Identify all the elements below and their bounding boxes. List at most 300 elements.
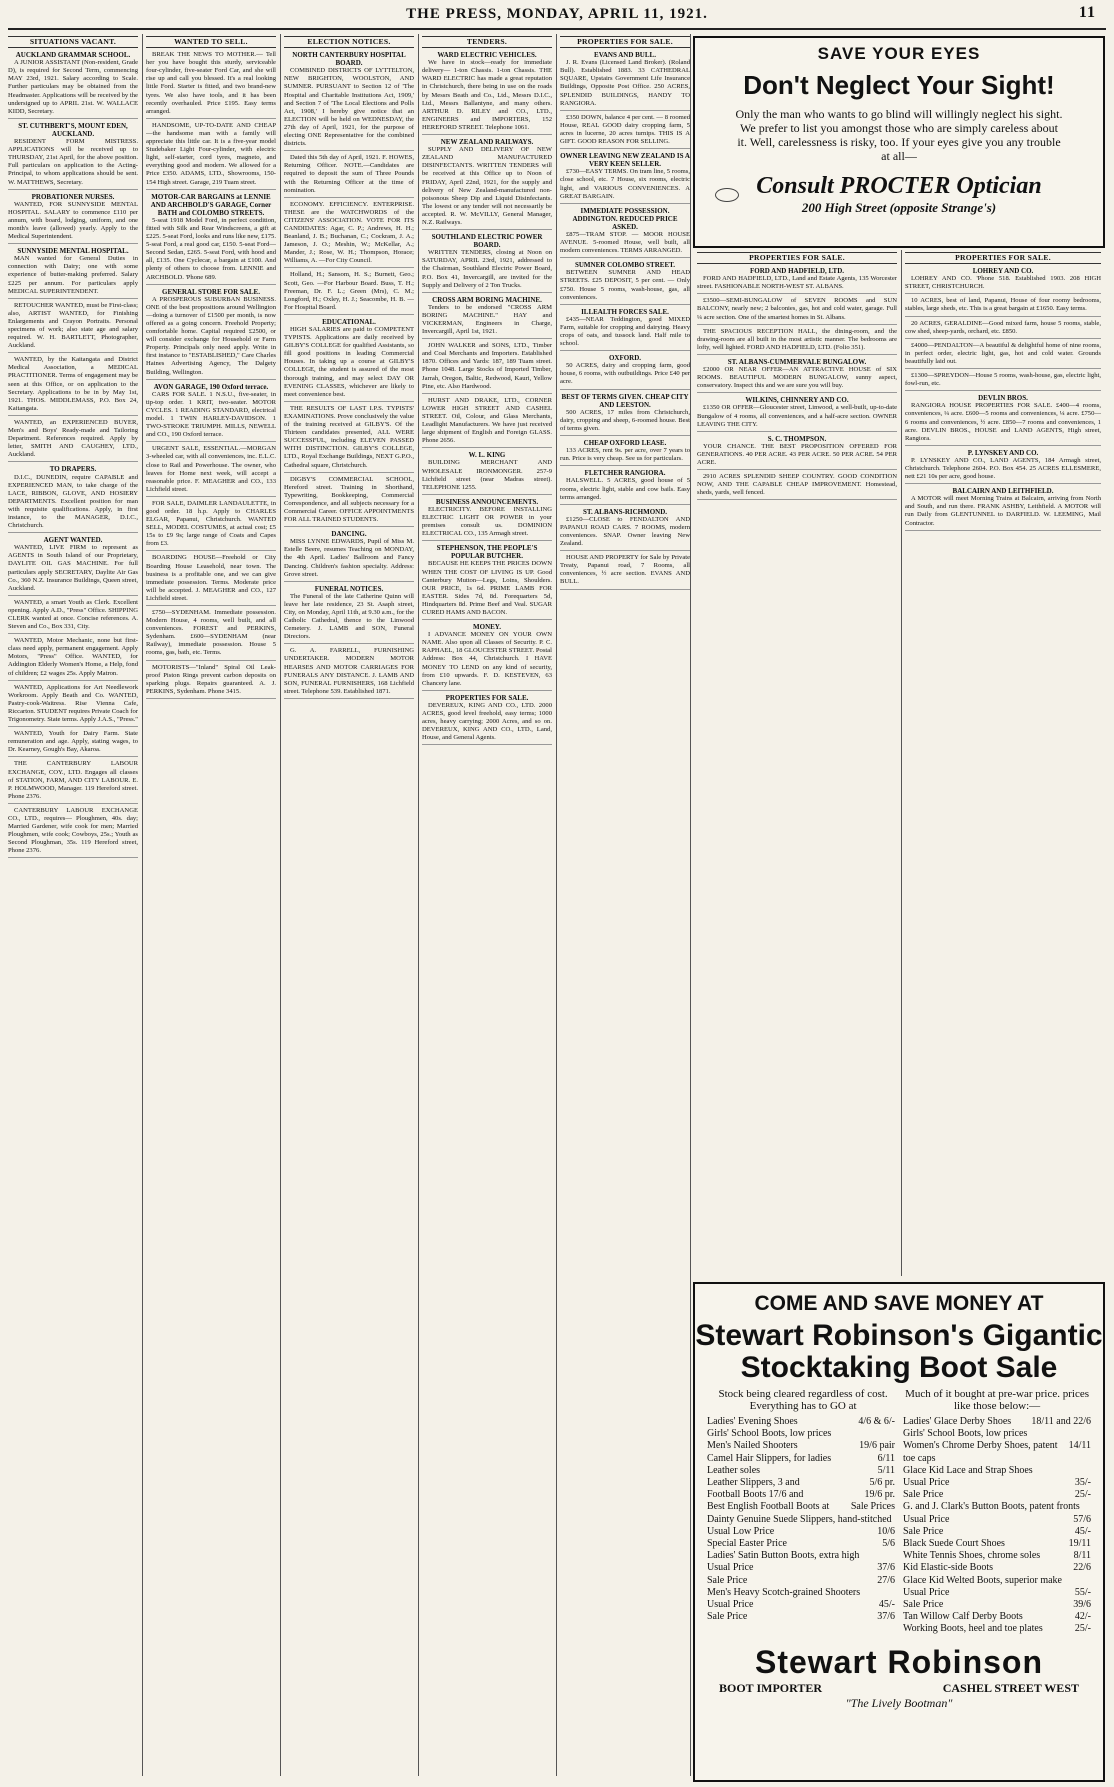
classified-ad [284, 271, 414, 314]
price-item-price: 5/6 [882, 1538, 895, 1550]
ad-body: J. R. Evans (Licensed Land Broker). (Roland Bull). Established 1883. 33 CATHEDRAL SQUARE, Upstairs Government Life Insurance Buildings, Opposite Post Office. 250 ACRES, SPLENDID BUILDINGS, HANDY TO RANGIORA. [560, 59, 690, 107]
ad-body: CARS FOR SALE. 1 N.S.U., five-seater, in tip-top order. 1 KRIT, two-seater. MOTOR CYCLES. 1 READING STANDARD, electrical model. 1 TWIN HARLEY-DAVIDSON. 1 TWO-STROKE TRIUMPH. MILLS, NEWELL and CO., 190 Oxford terrace. [146, 390, 276, 439]
ad-heading: CHEAP OXFORD LEASE. [583, 439, 667, 448]
price-item [903, 1550, 1091, 1562]
ad-heading: TO DRAPERS. [49, 465, 97, 474]
price-item-price: 45/- [1074, 1525, 1091, 1537]
ad-heading: STEPHENSON, THE PEOPLE'S POPULAR BUTCHER. [436, 544, 538, 561]
price-item [903, 1440, 1091, 1464]
ad-body: £435—NEAR Teddington, good MIXED Farm, suitable for cropping and dairying. Heavy crops of oats, and tussock land. Half mile to school. [560, 315, 690, 348]
classified-ad [146, 500, 276, 552]
classified-ad [422, 623, 552, 691]
ad-heading: W. L. KING [468, 451, 506, 460]
ad-body: DIGBY'S COMMERCIAL SCHOOL, Hereford street. Training in Shorthand, Typewriting, Bookkeeping, Commercial Correspondence, and all subjects necessary for a Commercial Career. OFFICE APPOINTMENTS FOR ALL TRAINED STUDENTS. [284, 475, 414, 524]
classified-ad [422, 451, 552, 494]
ad-heading: DANCING. [331, 530, 367, 539]
ad-body: P. LYNSKEY AND CO., LAND AGENTS, 184 Armagh street, Christchurch. Telephone 2604. P.O. Box 454. 25 ACRES ELLESMERE, nett £21 10s per acre, good house. [905, 456, 1101, 481]
price-item-name: Special Easter Price [707, 1538, 787, 1550]
ad-heading: BUSINESS ANNOUNCEMENTS. [435, 497, 539, 506]
boot-list-left [703, 1416, 899, 1636]
column-divider [142, 34, 143, 1776]
classified-ad [560, 354, 690, 389]
price-item-name: Leather soles [707, 1464, 761, 1476]
optician-address: 200 High Street (opposite Strange's) [801, 200, 997, 215]
boot-intro-right: Much of it bought at pre-war price. prices like those below:— [905, 1388, 1090, 1412]
ad-heading: EVANS AND BULL. [594, 51, 656, 60]
ad-heading: AGENT WANTED. [43, 536, 103, 545]
classified-ad [905, 320, 1101, 339]
classified-ad [8, 247, 138, 299]
column-divider [690, 34, 691, 1776]
price-item [707, 1416, 895, 1428]
price-item [707, 1599, 895, 1611]
classified-ad [8, 637, 138, 680]
ad-body: COMBINED DISTRICTS OF LYTTELTON, NEW BRIGHTON, WOOLSTON, AND SUMNER. PURSUANT to Section 12 of 'The Hospital and Charitable Institutions Act, 1909,' and Section 7 of 'The Local Elections and Polls Act, 1908,' I hereby give notice that an ELECTION will be held on WEDNESDAY, the 27th day of April, 1921, for the purpose of electing ONE Representative for the combined districts. [284, 67, 414, 148]
price-item-price: 55/- [1074, 1586, 1091, 1598]
price-item-price: 4/6 & 6/- [858, 1416, 895, 1427]
optician-body: Only the man who wants to go blind will willingly neglect his sight. We prefer to list you amongst those who are simply careless about it. Well, carelessness is risky, too. If your eyes give you any trouble at all— [735, 107, 1063, 163]
boot-header: COME AND SAVE MONEY AT [754, 1292, 1044, 1315]
column-divider [280, 34, 281, 1776]
price-item [707, 1514, 895, 1526]
ad-body: WANTED, a smart Youth as Clerk. Excellent opening. Apply A.D., "Press" Office. SHIPPING CLERK wanted at once. Concise references. A. Steven and Co., Box 331, City. [8, 598, 138, 631]
ad-heading: FUNERAL NOTICES. [314, 584, 384, 593]
classified-ad [8, 599, 138, 634]
ad-body: CANTERBURY LABOUR EXCHANGE CO., LTD., requires— Ploughmen, 40s. day; Married Gardener, wife cook for men; Married Ploughmen, wife cook; Cowboys, 25s.; Youth as Second Ploughman, 35s. 119 Hereford street, Phone 2376. [8, 806, 138, 855]
ad-heading: NORTH CANTERBURY HOSPITAL BOARD. [292, 51, 406, 68]
ad-body: LOHREY AND CO. 'Phone 518. Established 1903. 208 HIGH STREET, CHRISTCHURCH. [905, 275, 1101, 291]
ad-body: I ADVANCE MONEY ON YOUR OWN NAME. Also upon all Classes of Security. P. C. RAPHAEL, 18 GLOUCESTER STREET. Postal Address: Box 44, Christchurch. I HAVE MONEY TO LEND on any kind of security, from £10 upwards. F. D. KESTEVEN, 63 Chancery lane. [422, 631, 552, 687]
price-item [707, 1428, 895, 1440]
price-item [903, 1538, 1091, 1550]
section-heading: WANTED TO SELL. [146, 36, 276, 48]
boot-sale-advert [693, 1282, 1105, 1782]
ad-body: YOUR CHANCE. THE BEST PROPOSITION OFFERED FOR GENERATIONS. 40 PER ACRE. 43 PER ACRE. 50 PER ACRE. 54 PER ACRE. [697, 442, 897, 466]
price-item-price: 35/- [1074, 1477, 1091, 1489]
price-item [707, 1501, 895, 1513]
price-item-name: Men's Heavy Scotch-grained Shooters [707, 1586, 861, 1598]
classified-ad [560, 152, 690, 204]
optician-consult: Consult PROCTER Optician [756, 173, 1042, 199]
price-item-price: 27/6 [877, 1574, 895, 1586]
column-7 [905, 250, 1101, 1276]
price-item [903, 1428, 1091, 1440]
classified-ad [422, 233, 552, 293]
ad-body: BETWEEN SUMNER AND HEAD STREETS. £25 DEPOSIT, 5 per cent. — Only £750. House 5 rooms, wash-house, gas, all conveniences. [560, 269, 690, 301]
price-item [707, 1550, 895, 1562]
price-item-price: 19/6 pr. [864, 1489, 895, 1501]
ad-body: WRITTEN TENDERS, closing at Noon on SATURDAY, APRIL 23rd, 1921, addressed to the Chairman, Southland Electric Power Board, P.O. Box 41, Invercargill, are invited for the Supply and Delivery of 2 Ton Trucks. [422, 249, 552, 289]
classified-ad [8, 760, 138, 803]
ad-heading: OXFORD. [608, 354, 642, 363]
column-divider [556, 34, 557, 1776]
classified-ad [284, 201, 414, 269]
classified-ad [284, 476, 414, 528]
classified-ad [697, 267, 897, 294]
ad-body: SUPPLY AND DELIVERY OF NEW ZEALAND MANUFACTURED DISINFECTANTS. WRITTEN TENDERS will be received at this Office up to Noon of FRIDAY, April 22nd, 1921, for the supply and delivery of New Zealand-manufactured non-poisonous Sheep Dip and Liquid Disinfectants. The lowest or any tender will not necessarily be accepted. R. W. McVILLY, General Manager, N.Z. Railways. [422, 146, 552, 226]
price-item-name: Dainty Genuine Suede Slippers, hand-stitched [707, 1513, 892, 1525]
price-item-name: Usual Low Price [707, 1525, 775, 1537]
classified-ad [905, 394, 1101, 446]
price-item [707, 1575, 895, 1587]
price-item-price: 42/- [1074, 1611, 1091, 1623]
classified-ad [560, 554, 690, 589]
ad-heading: FORD AND HADFIELD, LTD. [749, 267, 845, 276]
ad-body: HURST AND DRAKE, LTD., CORNER LOWER HIGH STREET AND CASHEL STREET. Oil, Colour, and Glass Merchants, Leadlight Manufacturers. We have just received large shipment of English and Foreign GLASS. Phone 2656. [422, 396, 552, 445]
ad-heading: AUCKLAND GRAMMAR SCHOOL. [15, 51, 131, 60]
ad-heading: FLETCHER RANGIORA. [584, 469, 666, 478]
ad-body: HOUSE AND PROPERTY for Sale by Private Treaty, Papanui road, 7 Rooms, all conveniences, ½ acre section. EVANS AND BULL. [560, 554, 690, 586]
ad-body: WANTED, an EXPERIENCED BUYER, Men's and Boys' Ready-made and Tailoring Department. References required. Apply by letter, SMITH AND CAUGHEY, LTD., Auckland. [8, 418, 138, 459]
classified-ad [8, 465, 138, 533]
ad-body: We have in stock—ready for immediate delivery— 1-ton Chassis. 1-ton Chassis. THE WARD ELECTRIC has made a great reputation in Christchurch, there being in use on the roads by Messrs Beath and Co., Ltd., Messrs D.I.C., Ltd., Messrs Ballantyne, and many others. ARTHUR D. RILEY and CO., LTD., ENGINEERS and IMPORTERS, 152 HEREFORD STREET. Telephone 1061. [422, 59, 552, 131]
ad-body: £4000—PENDALTON—A beautiful & delightful home of nine rooms, in perfect order, electric light, gas, hot and cold water. Grounds beautifully laid out. [905, 341, 1101, 365]
ad-body: £875—TRAM STOP. — MOOR HOUSE AVENUE. 5-roomed House, well built, all modern conveniences. TERMS ARRANGED. [560, 230, 690, 255]
classified-ad [905, 487, 1101, 530]
ad-heading: P. LYNSKEY AND CO. [967, 448, 1039, 457]
price-item-name: Black Suede Court Shoes [903, 1538, 1005, 1550]
classified-ad [905, 297, 1101, 316]
classified-ad [422, 397, 552, 449]
section-heading: TENDERS. [422, 36, 552, 48]
classified-ad [422, 498, 552, 541]
ad-body: WANTED, FOR SUNNYSIDE MENTAL HOSPITAL. SALARY to commence £110 per annum, with board, lodging, uniform, and one month's leave (allowed) yearly. Apply to the Medical Superintendent. [8, 200, 138, 241]
classified-ad [422, 296, 552, 339]
price-item [903, 1562, 1091, 1574]
price-item-price: 57/6 [1073, 1513, 1091, 1525]
price-item-price: 22/6 [1073, 1562, 1091, 1574]
ad-body: THE CANTERBURY LABOUR EXCHANGE, COY., LTD. Engages all classes of STATION, FARM, AND CITY LABOUR. E. P. HOLMWOOD, Manager. 119 Hereford street. Phone 2376. [8, 760, 138, 800]
ad-heading: MOTOR-CAR BARGAINS at LENNIE AND ARCHBOLD'S GARAGE, Corner BATH and COLOMBO STREETS. [150, 192, 272, 217]
ad-heading: NEW ZEALAND RAILWAYS. [440, 138, 534, 147]
ad-heading: ST. ALBANS-CUMMERVALE BUNGALOW. [727, 357, 867, 366]
optician-headline: Don't Neglect Your Sight! [743, 70, 1055, 100]
price-item-name: Camel Hair Slippers, for ladies [707, 1452, 832, 1464]
classified-ad [146, 193, 276, 285]
classified-ad [8, 684, 138, 727]
classified-ad [422, 342, 552, 394]
price-item-price: Sale Prices [850, 1501, 895, 1513]
price-item-name: Football Boots 17/6 and [707, 1489, 804, 1501]
price-item [707, 1465, 895, 1477]
column-5 [560, 34, 690, 1774]
classified-ad [8, 122, 138, 190]
price-item [903, 1599, 1091, 1611]
ad-body: BREAK THE NEWS TO MOTHER.— Tell her you have bought this sturdy, serviceable four-cylinder, five-seater Ford Car, and she will rise up and call you blessed. It's a real looking little Ford. Starter is fitted, and two brand-new tyres. We also have tools, and it has been recently overhauled. Price £195. Easy terms arranged. [146, 51, 276, 115]
ad-body: RETOUCHER WANTED, must be First-class; also, ARTIST WANTED, for Finishing Enlargements and Crayon Portraits. Personal specimens of work; also state age and salary required. W. H. BARTLETT, Photographer, Auckland. [8, 301, 138, 350]
ad-body: MOTORISTS—"Inland" Spiral Oil Leak-proof Piston Rings prevent carbon deposits on sparking plugs. Repairs guaranteed. A. J. PERKINS, Sydenham. Phone 3415. [146, 663, 276, 695]
price-item-name: Sale Price [707, 1611, 748, 1623]
classified-ad [8, 730, 138, 757]
boot-line-right: CASHEL STREET WEST [942, 1680, 1079, 1695]
ad-heading: SOUTHLAND ELECTRIC POWER BOARD. [431, 233, 543, 250]
price-item [903, 1465, 1091, 1477]
price-item [707, 1587, 895, 1599]
ad-heading: LOHREY AND CO. [972, 267, 1034, 276]
price-item-price: 37/6 [877, 1562, 895, 1574]
price-item [707, 1562, 895, 1574]
classified-ad [8, 193, 138, 245]
top-rule [8, 28, 1106, 30]
price-item [903, 1611, 1091, 1623]
ad-body: BUILDING MERCHANT AND WHOLESALE IRONMONGER. 257-9 Lichfield street (near Madras street). TELEPHONE 1255. [422, 459, 552, 491]
ad-body: HIGH SALARIES are paid to COMPETENT TYPISTS. Applications are daily received by GILBY'S COLLEGE for qualified Assistants, so fill good positions in leading Commercial Houses. In taking up a course at GILBY'S COLLEGE, the student is assured of the most thorough training, and may select DAY OR EVENING CLASSES, whichever are likely to meet convenience best. [284, 326, 414, 398]
price-item-name: Girls' School Boots, low prices [903, 1428, 1028, 1440]
ad-heading: PROBATIONER NURSES. [31, 192, 115, 201]
ad-body: HANDSOME, UP-TO-DATE AND CHEAP—the handsome man with a family will appreciate this little car. It is a five-year model Studebaker Light Four-cylinder, with electric light, self-starter, cord tyres, magneto, and everything good and modern. We allowed for a Price £350. ADAMS, LTD., Showrooms, 150-154 High street. Garage, 219 Tuam street. [146, 121, 276, 186]
ad-heading: BEST OF TERMS GIVEN. CHEAP CITY AND LEESTON. [561, 392, 689, 409]
ad-heading: GENERAL STORE FOR SALE. [162, 287, 260, 296]
ad-heading: ST. CUTHBERT'S, MOUNT EDEN, AUCKLAND. [18, 121, 128, 138]
boot-price-lists [695, 1416, 1103, 1636]
boot-title: Stewart Robinson's Gigantic Stocktaking Boot Sale [695, 1319, 1103, 1384]
masthead [0, 0, 1114, 28]
classified-ad [697, 473, 897, 500]
price-item-name: Sale Price [903, 1599, 944, 1611]
price-item-name: G. and J. Clark's Button Boots, patent fronts [903, 1501, 1080, 1513]
classified-ad [422, 544, 552, 620]
classified-ad [284, 585, 414, 645]
ad-body: HALSWELL. 5 ACRES, good house of 5 rooms, electric light, stable and cow bails. Easy terms arranged. [560, 477, 690, 501]
price-item [903, 1623, 1091, 1635]
classified-ad [8, 302, 138, 354]
ad-body: 20 ACRES, GERALDINE—Good mixed farm, house 5 rooms, stable, cow shed, sheep-yards, orchard, etc. £850. [905, 319, 1101, 335]
ad-heading: EDUCATIONAL. [322, 317, 376, 326]
price-item [903, 1489, 1091, 1501]
ad-heading: WILKINS, CHINNERY AND CO. [745, 396, 849, 405]
ad-body: Tenders to be endorsed "CROSS ARM BORING MACHINE." HAY and VICKERMAN, Engineers in Charge, Invercargill, April 1st, 1921. [422, 303, 552, 336]
classified-ad [8, 419, 138, 462]
price-item-price: 39/6 [1073, 1599, 1091, 1611]
masthead-title: THE PRESS, MONDAY, APRIL 11, 1921. [406, 5, 708, 22]
ad-body: THE RESULTS OF LAST I.P.S. TYPISTS' EXAMINATIONS. Prove conclusively the value of the training received at GILBY'S. Of the Thirteen candidates presented, ALL WERE SUCCESSFUL, including ELEVEN PASSED WITH DISTINCTION. GILBY'S COLLEGE, LTD., Royal Exchange Buildings, NEXT G.P.O., Cathedral square, Christchurch. [284, 404, 414, 469]
ad-body: DEVEREUX, KING AND CO., LTD. 2000 ACRES, good level freehold, easy terms; 1000 acres, heavy carrying; 2000 Acres, and so on. DEVEREUX, KING AND CO., LTD., Land, House, and General Agents. [422, 701, 552, 742]
classified-ad [560, 308, 690, 351]
boot-list-right [899, 1416, 1095, 1636]
classified-ad [422, 51, 552, 135]
classified-ad [146, 554, 276, 606]
classified-ad [560, 207, 690, 259]
price-item-name: Sale Price [903, 1489, 944, 1501]
ad-body: ELECTRICITY. BEFORE INSTALLING ELECTRIC LIGHT OR POWER in your premises consult us. DOMINION ELECTRICAL CO., 135 Armagh street. [422, 505, 552, 538]
classified-ad [8, 807, 138, 859]
classified-ad [8, 536, 138, 596]
classified-ad [560, 393, 690, 436]
ad-body: RESIDENT FORM MISTRESS. APPLICATIONS will be received up to THURSDAY, 21st April, for the above position. Full particulars on application to the Acting-Principal, to whom applications should be sent. W. MATTHEWS, Secretary. [8, 138, 138, 186]
price-item-name: Tan Willow Calf Derby Boots [903, 1611, 1023, 1623]
classified-ad [697, 358, 897, 393]
ad-body: THE SPACIOUS RECEPTION HALL, the dining-room, and the drawing-room are all built in the most artistic manner. The bedrooms are lofty, well lighted. FORD AND HADFIELD, LTD. (Folio 351). [697, 327, 897, 351]
ad-body: WANTED, Motor Mechanic, none but first-class need apply, permanent engagement. Apply Motors, "Press" Office. WANTED, for Addington Elderly Women's Home, a Help, fond of children; £2 wages 25s. Apply Matron. [8, 637, 138, 677]
ad-body: £1350 OR OFFER—Gloucester street, Linwood, a well-built, up-to-date Bungalow of 4 rooms, all conveniences, and a half-acre section. OWNER LEAVING THE CITY. [697, 404, 897, 428]
ad-body: 2910 ACRES SPLENDID SHEEP COUNTRY. GOOD CONDITION NOW, AND THE CAPABLE CHEAP IMPROVEMENT. Homestead, sheds, yards, well fenced. [697, 473, 897, 497]
price-item-name: Usual Price [707, 1599, 754, 1611]
ad-heading: SUNNYSIDE MENTAL HOSPITAL. [17, 247, 129, 256]
classified-ad [284, 530, 414, 582]
ad-heading: MONEY. [473, 623, 501, 632]
price-item-name: Usual Price [707, 1562, 754, 1574]
boot-brand: Stewart Robinson [754, 1643, 1043, 1680]
price-item [707, 1440, 895, 1452]
ad-heading: IMMEDIATE POSSESSION. ADDINGTON. REDUCED PRICE ASKED. [572, 206, 678, 231]
price-item-price: 19/6 pair [859, 1440, 895, 1452]
classified-ad [560, 114, 690, 149]
column-1 [8, 34, 138, 1774]
classified-ad [422, 694, 552, 746]
price-item-price: 6/11 [877, 1452, 895, 1464]
boot-line-left: BOOT IMPORTER [719, 1680, 823, 1695]
classified-ad [146, 664, 276, 699]
price-item [707, 1538, 895, 1550]
boot-slogan: "The Lively Bootman" [845, 1695, 953, 1710]
classified-ad [560, 261, 690, 304]
ad-body: FOR SALE, DAIMLER LANDAULETTE, in good order. 18 h.p. Apply to CHARLES ELGAR, Papanui, Christchurch. WANTED SELL, MODEL COSTUMES, at actual cost; £5 15s to £9 9s; large range of Coats and Capes from £3. [146, 499, 276, 548]
ad-heading: SUMNER COLOMBO STREET. [574, 261, 676, 270]
section-heading: SITUATIONS VACANT. [8, 36, 138, 48]
ad-body: BOARDING HOUSE—Freehold or City Boarding House Leasehold, near town. The business is a profitable one, and we can give immediate possession. Terms. Moderate price will be accepted. J. MEAGHER and CO., 127 Lichfield street. [146, 554, 276, 602]
column-6 [697, 250, 897, 1276]
column-2 [146, 34, 276, 1774]
price-item [903, 1587, 1091, 1599]
ad-body: WANTED, Applications for Art Needlework Workroom. Apply Beath and Co. WANTED, Pastry-cook-Waitress. Rise Vienna Cafe, Riccarton. STUDENT requires Private Coach for Trigonometry. State terms. Apply J.A.S., "Press." [8, 683, 138, 724]
price-item-name: White Tennis Shoes, chrome soles [903, 1550, 1041, 1562]
section-heading: PROPERTIES FOR SALE. [560, 36, 690, 48]
ad-body: Dated this 5th day of April, 1921. F. HOWES, Returning Officer. NOTE.—Candidates are required to deposit the sum of Three Pounds with the Returning Officer at the time of nomination. [284, 154, 414, 194]
section-heading: PROPERTIES FOR SALE. [905, 252, 1101, 264]
classified-ad [905, 372, 1101, 391]
classified-ad [697, 297, 897, 324]
price-item-price: 25/- [1074, 1489, 1091, 1501]
ad-body: D.I.C., DUNEDIN, require CAPABLE and EXPERIENCED MAN, to take charge of the LACE, RIBBON, GLOVE, AND HOSIERY DEPARTMENTS. Excellent position for man with requisite qualifications. Apply, in first instance, to the MANAGER, D.I.C., Christchurch. [8, 473, 138, 530]
ad-heading: S. C. THOMPSON. [767, 434, 827, 443]
page-number: 11 [1078, 4, 1096, 21]
classified-ad [905, 342, 1101, 369]
price-item-price: 18/11 and 22/6 [1031, 1416, 1091, 1427]
boot-intro [695, 1384, 1103, 1416]
ad-heading: ST. ALBANS-RICHMOND. [582, 507, 668, 516]
classified-ad [560, 469, 690, 504]
price-item [707, 1489, 895, 1501]
classified-ad [284, 318, 414, 402]
price-item-name: Glace Kid Lace and Strap Shoes [903, 1464, 1033, 1476]
classified-ad [560, 51, 690, 111]
price-item-price: 19/11 [1068, 1538, 1091, 1550]
price-item-name: Sale Price [707, 1574, 748, 1586]
price-item-name: Working Boots, heel and toe plates [903, 1623, 1043, 1635]
classified-ad [697, 396, 897, 431]
ad-body: A MOTOR will meet Morning Trains at Balcairn, arriving from North and South, and run there. FRANK ASHBY, Leithfield. A MOTOR will run Daily from GLENTUNNEL to DARFIELD. W. LEEMING, Mail Contractor. [905, 495, 1101, 527]
classified-ad [284, 51, 414, 151]
price-item-price: 10/6 [877, 1525, 895, 1537]
optician-advert [693, 36, 1105, 248]
price-item-price: 25/- [1074, 1623, 1091, 1635]
section-heading: PROPERTIES FOR SALE. [697, 252, 897, 264]
price-item-name: Ladies' Evening Shoes [707, 1416, 798, 1427]
ad-body: WANTED, by the Kaitangata and District Medical Association, a MEDICAL PRACTITIONER. Terms of engagement may be seen at this Office, or on application to the Secretary. Applications to be in by May 1st, 1921. THOS. MIDDLEMASS, P.O. Box 24, Kaitangata. [8, 356, 138, 412]
classified-ad [697, 435, 897, 470]
price-item [903, 1575, 1091, 1587]
price-item [707, 1526, 895, 1538]
ad-heading: WARD ELECTRIC VEHICLES. [437, 51, 537, 60]
classified-ad [422, 138, 552, 230]
classified-ad [284, 647, 414, 699]
column-3 [284, 34, 414, 1774]
ad-body: ECONOMY. EFFICIENCY. ENTERPRISE. THESE are the WATCHWORDS of the CITIZENS' ASSOCIATION. VOTE FOR ITS CANDIDATES: Agar, C. P.; Andrews, H. H.; Beanland, J. B.; Buchanan, C.; Cockram, J. A.; Jameson, J. O.; Meshin, W.; McKellar, A.; Mander, J.; Rose, W. H.; Thompson, Horace; Williams, A. —For City Council. [284, 200, 414, 265]
ad-body: BECAUSE HE KEEPS THE PRICES DOWN WHEN THE COST OF LIVING IS UP. Good Canterbury Mutton—Legs, Loins, Shoulders. OUR PRICE, 1s 6d. PRIME LAMB FOR EASTER. Sides 7d, 8d. Forequarters 5d, Hindquarters 8d. Prime Beef and Veal. SUGAR CURED HAMS AND BACON. [422, 560, 552, 616]
ad-body: £730—EASY TERMS. On tram line, 5 rooms, close school, etc. 7 House, six rooms, electric light, and VARIOUS CONVENIENCES. A GREAT BARGAIN. [560, 168, 690, 200]
ad-body: RANGIORA HOUSE PROPERTIES FOR SALE. £400—4 rooms, conveniences, ¼ acre. £600—5 rooms and conveniences, ¼ acre. £750—6 rooms and conveniences, ½ acre. £850—7 rooms and conveniences, 1 acre. DEVLIN BROS., HOUSE and LAND AGENTS, High street, Rangiora. [905, 402, 1101, 442]
boot-address-line [695, 1681, 1103, 1696]
classified-ad [146, 609, 276, 661]
price-item [903, 1514, 1091, 1526]
price-item-name: Best English Football Boots at [707, 1501, 830, 1513]
ad-body: A JUNIOR ASSISTANT (Non-resident, Grade D), is required for Second Term, commencing MAY 23rd, 1921. Salary according to Scale. Further particulars may be obtained from the Headmaster. Applications will be received by the undersigned up to APRIL 21st. W. WALLACE KIDD, Secretary. [8, 59, 138, 115]
ad-body: 10 ACRES, best of land, Papanui, House of four roomy bedrooms, stables, large sheds, etc. This is a great bargain at £1650. Easy terms. [905, 297, 1101, 313]
price-item [903, 1416, 1091, 1428]
classified-ad [8, 51, 138, 119]
ad-body: MAN wanted for General Duties in connection with Dairy; one with some experience of butter-making preferred. Salary £225 per annum. For particulars apply MEDICAL SUPERINTENDENT. [8, 255, 138, 295]
ad-heading: CROSS ARM BORING MACHINE. [432, 295, 542, 304]
classified-ad [146, 51, 276, 119]
price-item [903, 1526, 1091, 1538]
price-item-name: Men's Nailed Shooters [707, 1440, 798, 1452]
price-item-price: 37/6 [877, 1611, 895, 1623]
ad-heading: OWNER LEAVING NEW ZEALAND IS A VERY KEEN SELLER. [560, 152, 690, 169]
ad-body: A PROSPEROUS SUBURBAN BUSINESS. ONE of the best propositions around Wellington—doing a turnover of £1500 per month, is now offered as a going concern. Freehold Property; comfortable home. Capital required £2500, or will consider exchange for Household or Farm Property. Principals only need apply. Write in first instance to "ESTABLISHED," Care Charles Haines Advertising Agency, The Dalgety Building, Wellington. [146, 295, 276, 376]
ad-body: £1300—SPREYDON—House 5 rooms, wash-house, gas, electric light, fowl-run, etc. [905, 372, 1101, 388]
price-item-price: 8/11 [1073, 1550, 1091, 1562]
price-item-name: Usual Price [903, 1513, 950, 1525]
ad-body: WANTED, LIVE FIRM to represent as AGENTS in South Island of our Proprietary, DAYLITE OIL GAS MACHINE. For full particulars apply SECRETARY, Daylite Air Gas Co., 360 N.Z. Insurance Buildings, Queen street, Auckland. [8, 544, 138, 592]
ad-body: 50 ACRES, dairy and cropping farm, good house, 6 rooms, with outbuildings. Price £40 per acre. [560, 362, 690, 386]
ad-body: Holland, H.; Sansom, H. S.; Burnett, Geo.; Scott, Geo. —For Harbour Board. Buss, T. H.; Freeman, Dr. F. L.; Green (Mrs), C. M.; Longford, H.; Oxley, H. J.; Seacombe, H. B. —For Hospital Board. [284, 271, 414, 311]
ad-body: JOHN WALKER and SONS, LTD., Timber and Coal Merchants and Importers. Established 1870. Offices and Yards: 187, 189 Tuam street. Phone 1048. Large Stocks of Imported Timber, Jarrah, Oregon, Baltic, Redwood, Kauri, Yellow Pine, etc. Also Hardwood. [422, 342, 552, 390]
classified-ad [905, 267, 1101, 294]
ad-body: MISS LYNNE EDWARDS, Pupil of Miss M. Estelle Beere, resumes Teaching on MONDAY, the 4th April. Ladies' Ballroom and Fancy Dancing. Children's fashion specialty. Address: Grove street. [284, 538, 414, 578]
ad-body: WANTED, Youth for Dairy Farm. State remuneration and age. Apply, stating wages, to Dr. Kearney, Gough's Bay, Akaroa. [8, 730, 138, 754]
price-item-name: Leather Slippers, 3 and [707, 1477, 800, 1489]
ad-body: £750—SYDENHAM. Immediate possession. Modern House, 4 rooms, well built, and all conveniences. FOREST and PERKINS, Sydenham. £600—SYDENHAM (near Railway), immediate possession. House 5 rooms, gas, bath, etc. Terms. [146, 609, 276, 657]
price-item-price: 5/11 [877, 1464, 895, 1476]
ad-body: £1250—CLOSE to FENDALTON AND PAPANUI ROAD CARS. 7 ROOMS, modern conveniences. SNAP. Owner leaving New Zealand. [560, 515, 690, 548]
price-item [707, 1453, 895, 1465]
price-item-price: 45/- [878, 1599, 895, 1611]
ad-body: URGENT SALE, ESSENTIAL.—MORGAN 3-wheeled car, with all conveniences, inc. E.L.C. close to Rail and Powerhouse. The owner, who leaves for Home next week, will accept a reasonable price. F. MEAGHER and CO., 133 Lichfield street. [146, 445, 276, 493]
column-divider [901, 250, 902, 1276]
ad-body: £3500—SEMI-BUNGALOW of SEVEN ROOMS and SUN BALCONY, nearly new; 2 balconies, gas, hot and cold water, garage. Full ¼ acre section. One of the smartest homes in St. Albans. [697, 297, 897, 321]
ad-heading: DEVLIN BROS. [978, 394, 1028, 403]
classified-ad [8, 356, 138, 416]
spectacles-icon [715, 188, 739, 202]
ad-heading: PROPERTIES FOR SALE. [445, 693, 529, 702]
ad-heading: AVON GARAGE, 190 Oxford terrace. [153, 382, 269, 391]
ad-body: The Funeral of the late Catherine Quinn will leave her late residence, 23 St. Asaph street, City, on Monday, April 11th, at 9.30 a.m., for the Catholic Cathedral, thence to the Linwood Cemetery. J. LAMB and SON, Funeral Directors. [284, 592, 414, 641]
ad-body: G. A. FARRELL, FURNISHING UNDERTAKER. MODERN MOTOR HEARSES AND MOTOR CARRIAGES FOR FUNERALS ANY DISTANCE. J. LAMB AND SON, FUNERAL FURNISHERS, 168 Lichfield street. Telephone 539. Established 1871. [284, 647, 414, 695]
ad-body: 5-seat 1918 Model Ford, in perfect condition, fitted with Silk and Rear Windscreens, a gift at £225. 5-seat Ford, looks and runs like new, £175. 5-seat Ford, a real good car, £150. 5-seat Ford—Second Sedan, £265. 5-seat Ford, with hood and all, £135. One Cyclecar, a bargain at £100. And plenty of others to choose from. LENNIE and ARCHBOLD. 'Phone 689. [146, 216, 276, 281]
section-heading: ELECTION NOTICES. [284, 36, 414, 48]
price-item-name: Ladies' Glace Derby Shoes [903, 1416, 1012, 1427]
boot-intro-left: Stock being cleared regardless of cost. Everything has to GO at [718, 1388, 888, 1412]
classified-ad [284, 405, 414, 473]
price-item-name: Kid Elastic-side Boots [903, 1562, 993, 1574]
price-item-name: Girls' School Boots, low prices [707, 1428, 832, 1440]
ad-body: 500 ACRES, 17 miles from Christchurch, dairy, cropping and sheep, 6-roomed house. Best of terms given. [560, 408, 690, 432]
price-item-name: Sale Price [903, 1525, 944, 1537]
classified-ad [146, 383, 276, 443]
classified-ad [284, 154, 414, 197]
price-item-name: Usual Price [903, 1477, 950, 1489]
column-divider [418, 34, 419, 1776]
